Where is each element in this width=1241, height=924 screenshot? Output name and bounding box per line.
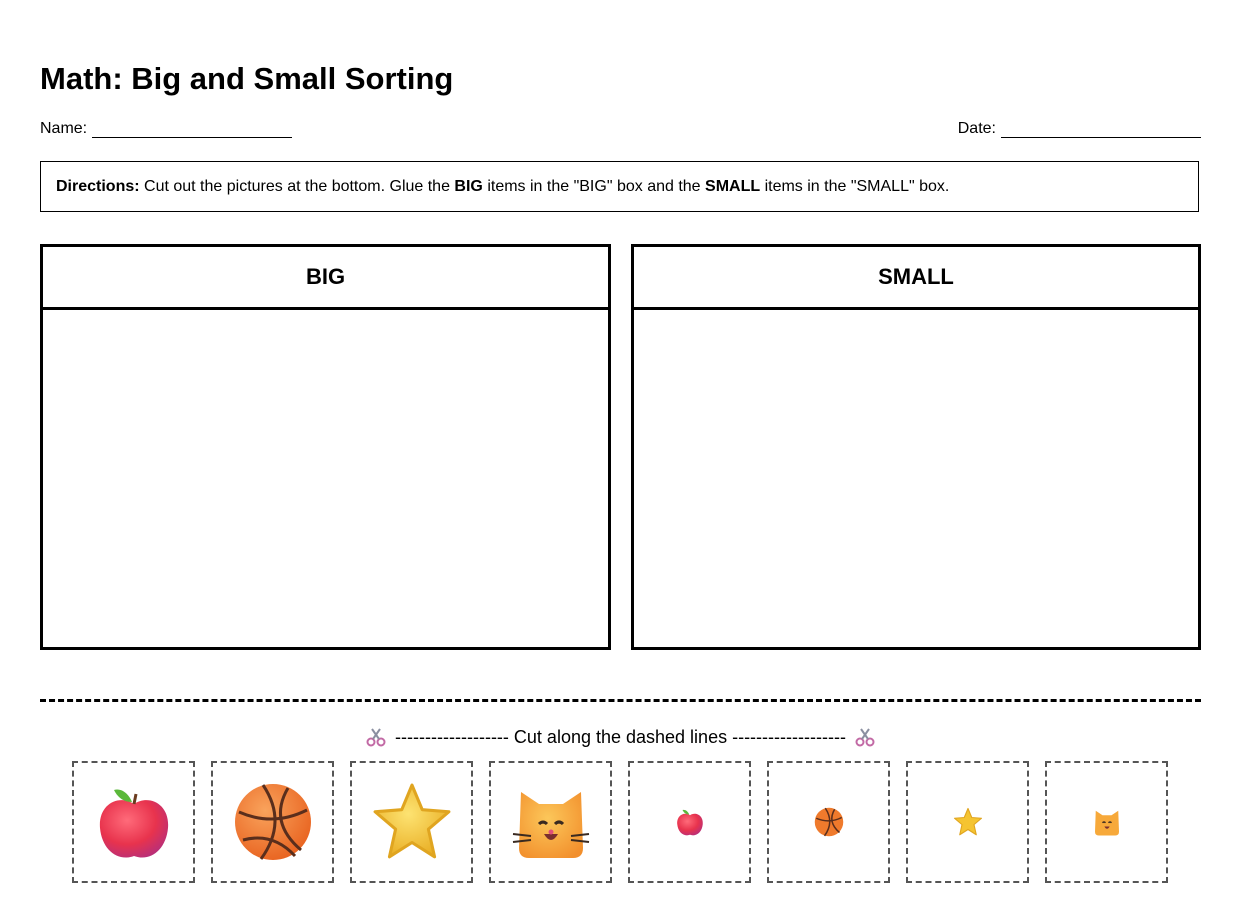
directions-big-word: BIG bbox=[454, 177, 483, 195]
name-field bbox=[40, 120, 292, 138]
apple-icon bbox=[94, 782, 174, 862]
big-sorting-box bbox=[40, 244, 611, 650]
cutout-cards bbox=[72, 761, 1168, 883]
small-box-header: SMALL bbox=[634, 247, 1198, 310]
big-box-header: BIG bbox=[43, 247, 608, 310]
cutout-card-small-star[interactable] bbox=[906, 761, 1029, 883]
cutout-card-big-cat[interactable] bbox=[489, 761, 612, 883]
star-icon bbox=[953, 807, 983, 837]
date-line[interactable] bbox=[1001, 123, 1201, 138]
cutout-card-big-apple[interactable] bbox=[72, 761, 195, 883]
cat-face-icon bbox=[511, 782, 591, 862]
scissors-icon bbox=[854, 726, 876, 748]
cut-text: ------------------- Cut along the dashed lines ------------------- bbox=[395, 726, 846, 747]
page-title: Math: Big and Small Sorting bbox=[40, 61, 454, 96]
scissors-icon bbox=[365, 726, 387, 748]
date-label: Date: bbox=[957, 120, 996, 137]
name-label: Name: bbox=[40, 120, 88, 137]
name-line[interactable] bbox=[92, 123, 292, 138]
directions-label: Directions: bbox=[56, 177, 140, 195]
small-sorting-box bbox=[631, 244, 1201, 650]
cutout-card-small-cat[interactable] bbox=[1045, 761, 1168, 883]
date-field bbox=[958, 120, 1201, 138]
cut-instructions bbox=[0, 726, 1241, 748]
directions-small-word: SMALL bbox=[705, 177, 761, 195]
basketball-icon bbox=[814, 807, 844, 837]
cutout-card-big-star[interactable] bbox=[350, 761, 473, 883]
directions-text-3: items in the "SMALL" box. bbox=[760, 177, 950, 195]
cut-dashed-line bbox=[40, 699, 1201, 702]
directions-text-2: items in the "BIG" box and the bbox=[482, 177, 706, 195]
apple-icon bbox=[675, 807, 705, 837]
name-date-row bbox=[40, 120, 1201, 140]
directions-text-1: Cut out the pictures at the bottom. Glue the bbox=[139, 177, 455, 195]
cat-face-icon bbox=[1092, 807, 1122, 837]
cutout-card-small-basketball[interactable] bbox=[767, 761, 890, 883]
cutout-card-small-apple[interactable] bbox=[628, 761, 751, 883]
cutout-card-big-basketball[interactable] bbox=[211, 761, 334, 883]
directions-box bbox=[40, 161, 1199, 212]
star-icon bbox=[371, 781, 453, 863]
basketball-icon bbox=[233, 782, 313, 862]
